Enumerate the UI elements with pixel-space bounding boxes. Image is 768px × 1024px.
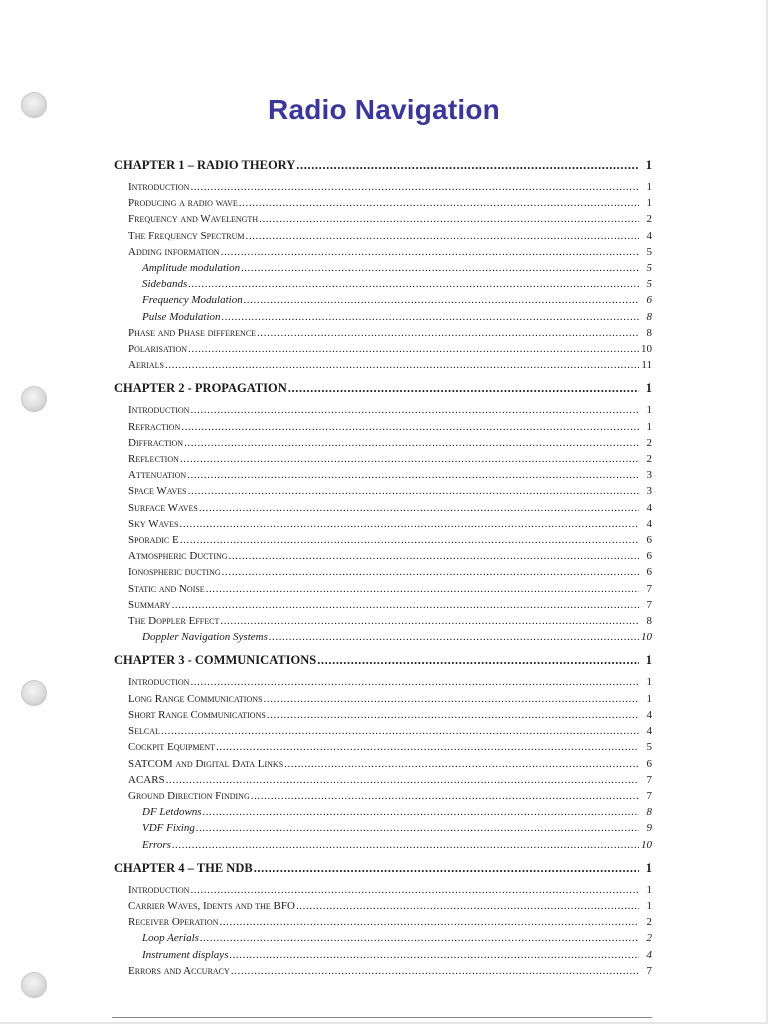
toc-entry[interactable]: [114, 548, 652, 564]
entry-title: Aerials: [128, 359, 164, 372]
entry-page-number: 7: [646, 964, 652, 977]
dot-leader: [229, 548, 639, 564]
entry-title: Pulse Modulation: [142, 310, 221, 323]
entry-page-number: 7: [646, 582, 652, 595]
dot-leader: [180, 451, 639, 467]
entry-page-number: 2: [646, 932, 652, 945]
entry-page-number: 8: [646, 806, 652, 819]
entry-page-number: 5: [646, 741, 652, 754]
dot-leader: [203, 804, 639, 820]
entry-title: Sporadic E: [128, 534, 179, 547]
entry-title: Short Range Communications: [128, 708, 266, 721]
entry-title: Diffraction: [128, 436, 184, 449]
entry-page-number: 5: [646, 245, 652, 258]
entry-title: ACARS: [128, 773, 165, 786]
dot-leader: [188, 276, 639, 292]
entry-title: Producing a radio wave: [128, 197, 238, 210]
entry-title: Introduction: [128, 883, 190, 896]
toc-entry[interactable]: [114, 914, 652, 930]
entry-page-number: 10: [641, 343, 652, 356]
dot-leader: [245, 228, 639, 244]
entry-title: Summary: [128, 598, 171, 611]
dot-leader: [317, 653, 639, 668]
toc-entry[interactable]: [114, 597, 652, 613]
dot-leader: [254, 861, 639, 876]
entry-page-number: 5: [646, 262, 652, 275]
entry-page-number: 4: [646, 948, 652, 961]
dot-leader: [296, 158, 639, 173]
entry-title: Attenuation: [128, 469, 187, 482]
toc-entry[interactable]: [114, 756, 652, 772]
entry-page-number: 2: [646, 436, 652, 449]
toc-subentry[interactable]: [114, 837, 652, 853]
dot-leader: [267, 707, 639, 723]
entry-page-number: 8: [646, 615, 652, 628]
entry-page-number: 6: [646, 550, 652, 563]
entry-title: Frequency and Wavelength: [128, 213, 259, 226]
punch-hole-2: [21, 386, 47, 412]
entry-page-number: 3: [646, 469, 652, 482]
chapter-heading[interactable]: [114, 158, 652, 173]
dot-leader: [239, 195, 639, 211]
entry-title: SATCOM and Digital Data Links: [128, 757, 284, 770]
entry-page-number: 8: [646, 326, 652, 339]
dot-leader: [222, 564, 639, 580]
chapter-title: CHAPTER 4 – THE NDB: [114, 860, 253, 875]
bottom-rule: [112, 1017, 652, 1018]
toc-entry[interactable]: [114, 516, 652, 532]
toc-entry[interactable]: [114, 723, 652, 739]
entry-title: Atmospheric Ducting: [128, 550, 228, 563]
toc-entry[interactable]: [114, 772, 652, 788]
entry-title: DF Letdowns: [142, 806, 202, 819]
entry-title: Static and Noise: [128, 582, 205, 595]
toc-entry[interactable]: [114, 195, 652, 211]
entry-title: Cockpit Equipment: [128, 741, 216, 754]
table-of-contents: [114, 158, 652, 979]
entry-title: Instrument displays: [142, 948, 229, 961]
dot-leader: [188, 341, 639, 357]
entry-title: Amplitude modulation: [142, 262, 241, 275]
dot-leader: [244, 292, 639, 308]
toc-entry[interactable]: [114, 402, 652, 418]
toc-entry[interactable]: [114, 228, 652, 244]
entry-title: Phase and Phase difference: [128, 326, 257, 339]
punch-hole-3: [21, 680, 47, 706]
entry-page-number: 11: [641, 359, 652, 372]
dot-leader: [231, 963, 639, 979]
entry-title: Receiver Operation: [128, 916, 219, 929]
entry-page-number: 1: [646, 883, 652, 896]
page-title: Radio Navigation: [268, 94, 500, 125]
entry-page-number: 6: [646, 566, 652, 579]
dot-leader: [172, 837, 639, 853]
toc-entry[interactable]: [114, 467, 652, 483]
entry-title: Surface Waves: [128, 501, 198, 514]
entry-title: Space Waves: [128, 485, 187, 498]
toc-entry[interactable]: [114, 341, 652, 357]
toc-entry[interactable]: [114, 674, 652, 690]
entry-title: Introduction: [128, 181, 190, 193]
entry-title: Selcal: [128, 725, 160, 738]
dot-leader: [181, 419, 639, 435]
dot-leader: [263, 691, 639, 707]
toc-entry[interactable]: [114, 707, 652, 723]
dot-leader: [257, 325, 639, 341]
chapter-heading[interactable]: [114, 861, 652, 876]
toc-entry[interactable]: [114, 532, 652, 548]
entry-page-number: 4: [646, 501, 652, 514]
dot-leader: [188, 483, 639, 499]
dot-leader: [259, 211, 639, 227]
entry-title: Errors: [142, 838, 171, 851]
dot-leader: [216, 739, 639, 755]
entry-title: Doppler Navigation Systems: [142, 631, 268, 644]
dot-leader: [206, 581, 639, 597]
dot-leader: [251, 788, 639, 804]
entry-title: Loop Aerials: [142, 932, 199, 945]
dot-leader: [288, 381, 639, 396]
toc-subentry[interactable]: [114, 820, 652, 836]
dot-leader: [200, 930, 639, 946]
entry-title: Frequency Modulation: [142, 294, 243, 307]
entry-title: Refraction: [128, 420, 181, 433]
entry-title: The Frequency Spectrum: [128, 229, 245, 242]
dot-leader: [190, 882, 639, 898]
entry-page-number: 1: [646, 197, 652, 210]
dot-leader: [220, 613, 639, 629]
toc-entry[interactable]: [114, 357, 652, 373]
toc-entry[interactable]: [114, 691, 652, 707]
dot-leader: [166, 772, 639, 788]
dot-leader: [284, 756, 639, 772]
dot-leader: [199, 500, 639, 516]
toc-entry[interactable]: [114, 500, 652, 516]
entry-title: Carrier Waves, Idents and the BFO: [128, 899, 295, 912]
toc-entry[interactable]: [114, 613, 652, 629]
toc-subentry[interactable]: [114, 804, 652, 820]
dot-leader: [196, 820, 639, 836]
entry-title: Long Range Communications: [128, 692, 263, 705]
entry-page-number: 6: [646, 294, 652, 307]
entry-title: Adding information: [128, 245, 220, 258]
toc-entry[interactable]: [114, 211, 652, 227]
chapter-heading[interactable]: [114, 653, 652, 668]
dot-leader: [219, 914, 639, 930]
dot-leader: [269, 629, 639, 645]
toc-subentry[interactable]: [114, 930, 652, 946]
entry-page-number: 10: [641, 631, 652, 644]
toc-entry[interactable]: [114, 451, 652, 467]
chapter-heading[interactable]: [114, 381, 652, 396]
entry-title: Polarisation: [128, 343, 188, 356]
entry-title: Introduction: [128, 676, 190, 689]
toc-entry[interactable]: [114, 244, 652, 260]
dot-leader: [241, 260, 639, 276]
entry-page-number: 10: [641, 838, 652, 851]
entry-page-number: 2: [646, 453, 652, 466]
dot-leader: [179, 516, 639, 532]
toc-entry[interactable]: [114, 483, 652, 499]
toc-entry[interactable]: [114, 564, 652, 580]
entry-page-number: 4: [646, 725, 652, 738]
entry-title: Ionospheric ducting: [128, 566, 221, 579]
entry-page-number: 3: [646, 485, 652, 498]
toc-entry[interactable]: [114, 179, 652, 195]
toc-subentry[interactable]: [114, 276, 652, 292]
entry-page-number: 7: [646, 789, 652, 802]
entry-page-number: 1: [646, 692, 652, 705]
entry-page-number: 6: [646, 757, 652, 770]
entry-page-number: 2: [646, 213, 652, 226]
entry-page-number: 7: [646, 773, 652, 786]
chapter-page-number: 1: [645, 653, 652, 668]
chapter-page-number: 1: [645, 381, 652, 396]
entry-title: VDF Fixing: [142, 822, 195, 835]
entry-page-number: 9: [646, 822, 652, 835]
dot-leader: [296, 898, 639, 914]
chapter-title: CHAPTER 1 – RADIO THEORY: [114, 158, 296, 172]
entry-title: Sky Waves: [128, 517, 179, 530]
entry-page-number: 2: [646, 916, 652, 929]
dot-leader: [221, 244, 639, 260]
chapter-page-number: 1: [645, 158, 652, 172]
chapter-title: CHAPTER 2 - PROPAGATION: [114, 381, 287, 396]
entry-page-number: 4: [646, 517, 652, 530]
toc-subentry[interactable]: [114, 260, 652, 276]
chapter-title: CHAPTER 3 - COMMUNICATIONS: [114, 653, 317, 668]
toc-entry[interactable]: [114, 435, 652, 451]
entry-page-number: 8: [646, 310, 652, 323]
entry-page-number: 1: [646, 420, 652, 433]
punch-hole-4: [21, 972, 47, 998]
dot-leader: [187, 467, 639, 483]
toc-entry[interactable]: [114, 898, 652, 914]
entry-title: Ground Direction Finding: [128, 789, 250, 802]
toc-entry[interactable]: [114, 325, 652, 341]
entry-page-number: 4: [646, 229, 652, 242]
entry-title: Reflection: [128, 453, 179, 466]
dot-leader: [190, 402, 639, 418]
dot-leader: [229, 947, 639, 963]
chapter-page-number: 1: [645, 860, 652, 875]
dot-leader: [172, 597, 639, 613]
entry-title: The Doppler Effect: [128, 615, 220, 628]
entry-title: Sidebands: [142, 278, 188, 291]
entry-title: Errors and Accuracy: [128, 964, 230, 977]
dot-leader: [190, 179, 639, 195]
dot-leader: [190, 674, 639, 690]
dot-leader: [222, 309, 639, 325]
entry-page-number: 1: [646, 181, 652, 193]
dot-leader: [184, 435, 639, 451]
entry-page-number: 1: [646, 899, 652, 912]
entry-title: Introduction: [128, 404, 190, 417]
toc-entry[interactable]: [114, 419, 652, 435]
toc-subentry[interactable]: [114, 947, 652, 963]
entry-page-number: 5: [646, 278, 652, 291]
entry-page-number: 1: [646, 676, 652, 689]
toc-entry[interactable]: [114, 788, 652, 804]
entry-page-number: 6: [646, 534, 652, 547]
toc-entry[interactable]: [114, 882, 652, 898]
dot-leader: [165, 357, 639, 373]
toc-entry[interactable]: [114, 963, 652, 979]
toc-subentry[interactable]: [114, 309, 652, 325]
entry-page-number: 4: [646, 708, 652, 721]
toc-entry[interactable]: [114, 581, 652, 597]
entry-page-number: 1: [646, 404, 652, 417]
entry-page-number: 7: [646, 598, 652, 611]
toc-subentry[interactable]: [114, 292, 652, 308]
dot-leader: [180, 532, 639, 548]
toc-entry[interactable]: [114, 739, 652, 755]
dot-leader: [161, 723, 639, 739]
toc-subentry[interactable]: [114, 629, 652, 645]
